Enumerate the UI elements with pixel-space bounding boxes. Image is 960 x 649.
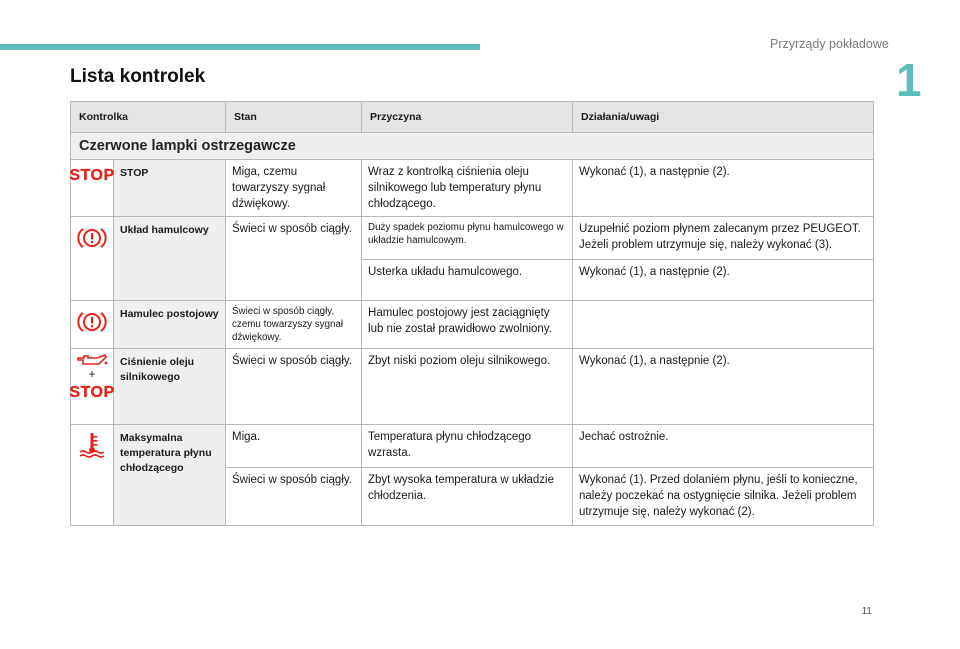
state-cell: Miga. (226, 425, 362, 468)
state-cell: Świeci w sposób ciągły. (226, 468, 362, 526)
icon-cell (71, 217, 114, 301)
group-title: Czerwone lampki ostrzegawcze (71, 133, 874, 160)
action-cell: Jechać ostrożnie. (573, 425, 874, 468)
stop-icon (69, 164, 115, 184)
oil-pressure-icon (75, 353, 109, 367)
cause-cell: Wraz z kontrolką ciśnienia oleju silnikowego lub temperatury płynu chłodzącego. (362, 160, 573, 217)
coolant-temperature-icon (77, 431, 107, 461)
svg-text:STOP: STOP (69, 384, 115, 401)
light-name: Hamulec postojowy (114, 301, 226, 349)
state-cell: Świeci w sposób ciągły. (226, 349, 362, 425)
cause-cell: Temperatura płynu chłodzącego wzrasta. (362, 425, 573, 468)
action-cell: Uzupełnić poziom płynem zalecanym przez PEUGEOT. Jeżeli problem utrzymuje się, należy wykonać (3). (573, 217, 874, 260)
action-cell (573, 301, 874, 349)
table-row (71, 425, 874, 468)
icon-cell (71, 349, 114, 425)
table-row (71, 349, 874, 425)
cause-cell: Zbyt wysoka temperatura w układzie chłodzenia. (362, 468, 573, 526)
column-header: Działania/uwagi (573, 102, 874, 133)
plus-sign: + (88, 367, 96, 381)
cause-cell: Duży spadek poziomu płynu hamulcowego w układzie hamulcowym. (362, 217, 573, 260)
svg-text:STOP: STOP (69, 167, 115, 184)
column-header: Stan (226, 102, 362, 133)
column-header: Przyczyna (362, 102, 573, 133)
action-cell: Wykonać (1), a następnie (2). (573, 160, 874, 217)
section-title: Przyrządy pokładowe (770, 37, 889, 51)
light-name: Ciśnienie oleju silnikowego (114, 349, 226, 425)
light-name: Maksymalna temperatura płynu chłodzącego (114, 425, 226, 526)
cause-cell: Usterka układu hamulcowego. (362, 260, 573, 301)
icon-cell (71, 425, 114, 526)
stop-icon (69, 381, 115, 401)
table-header-row (71, 102, 874, 133)
state-cell: Świeci w sposób ciągły. (226, 217, 362, 301)
table-row (71, 160, 874, 217)
action-cell: Wykonać (1). Przed dolaniem płynu, jeśli to konieczne, należy poczekać na ostygnięcie silnika. Jeżeli problem utrzymuje się, należy wykonać (2). (573, 468, 874, 526)
state-cell: Miga, czemu towarzyszy sygnał dźwiękowy. (226, 160, 362, 217)
brake-warning-icon (76, 225, 108, 251)
parking-brake-icon (76, 309, 108, 335)
table-row (71, 301, 874, 349)
page-title: Lista kontrolek (70, 66, 206, 87)
action-cell: Wykonać (1), a następnie (2). (573, 260, 874, 301)
light-name: Układ hamulcowy (114, 217, 226, 301)
state-cell: Świeci w sposób ciągły, czemu towarzyszy sygnał dźwiękowy. (226, 301, 362, 349)
light-name: STOP (114, 160, 226, 217)
icon-cell (71, 160, 114, 217)
group-row (71, 133, 874, 160)
chapter-number: 1 (896, 54, 922, 106)
column-header: Kontrolka (71, 102, 226, 133)
header-accent-bar (0, 44, 480, 50)
action-cell: Wykonać (1), a następnie (2). (573, 349, 874, 425)
page-number: 11 (861, 606, 872, 617)
warning-lights-table (70, 101, 873, 526)
cause-cell: Zbyt niski poziom oleju silnikowego. (362, 349, 573, 425)
table-row (71, 217, 874, 260)
icon-cell (71, 301, 114, 349)
cause-cell: Hamulec postojowy jest zaciągnięty lub nie został prawidłowo zwolniony. (362, 301, 573, 349)
